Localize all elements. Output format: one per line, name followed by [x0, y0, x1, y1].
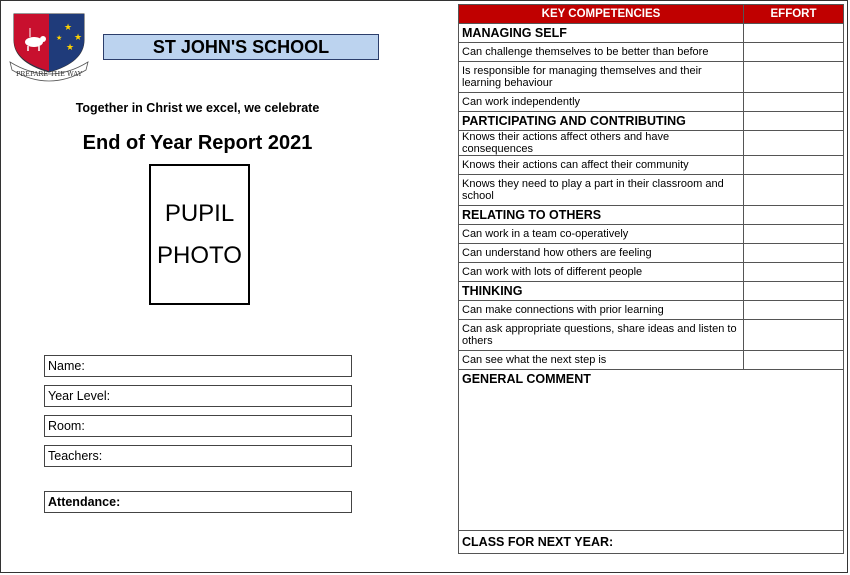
competency-label: Knows they need to play a part in their classroom and school — [459, 175, 744, 206]
general-comment-row — [459, 370, 844, 531]
key-competencies-table — [458, 4, 844, 554]
header-key-competencies: KEY COMPETENCIES — [459, 5, 744, 24]
room-field[interactable]: Room: — [44, 415, 352, 437]
pupil-photo-placeholder — [149, 164, 250, 305]
effort-cell[interactable] — [744, 131, 844, 156]
effort-cell[interactable] — [744, 244, 844, 263]
competency-row — [459, 131, 844, 156]
effort-cell[interactable] — [744, 351, 844, 370]
competency-label: Can see what the next step is — [459, 351, 744, 370]
effort-cell[interactable] — [744, 93, 844, 112]
school-tagline: Together in Christ we excel, we celebrate — [75, 101, 320, 115]
effort-cell — [744, 206, 844, 225]
competency-label: Can challenge themselves to be better than before — [459, 43, 744, 62]
competency-row — [459, 156, 844, 175]
section-row — [459, 112, 844, 131]
competency-label: Can ask appropriate questions, share ideas and listen to others — [459, 320, 744, 351]
school-crest-logo — [8, 10, 90, 82]
competency-row — [459, 43, 844, 62]
class-next-year-field[interactable]: CLASS FOR NEXT YEAR: — [459, 531, 844, 554]
competency-row — [459, 93, 844, 112]
svg-text:★: ★ — [56, 34, 63, 42]
school-name-title: ST JOHN'S SCHOOL — [103, 34, 379, 60]
effort-cell[interactable] — [744, 320, 844, 351]
svg-text:★: ★ — [74, 33, 83, 43]
photo-label-line1: PUPIL — [164, 199, 235, 227]
competency-label: Can work in a team co-operatively — [459, 225, 744, 244]
effort-cell[interactable] — [744, 175, 844, 206]
crest-motto-text: PREPARE THE WAY — [15, 70, 83, 78]
competency-row — [459, 263, 844, 282]
competency-label: Knows their actions can affect their community — [459, 156, 744, 175]
attendance-field[interactable]: Attendance: — [44, 491, 352, 513]
report-title: End of Year Report 2021 — [82, 132, 313, 154]
general-comment-box[interactable]: GENERAL COMMENT — [459, 370, 844, 531]
name-field[interactable]: Name: — [44, 355, 352, 377]
svg-text:★: ★ — [64, 23, 73, 33]
competency-row — [459, 351, 844, 370]
competency-row — [459, 225, 844, 244]
effort-cell[interactable] — [744, 301, 844, 320]
section-title: PARTICIPATING AND CONTRIBUTING — [459, 112, 744, 131]
class-next-year-row — [459, 531, 844, 554]
competency-label: Can work independently — [459, 93, 744, 112]
effort-cell[interactable] — [744, 43, 844, 62]
competency-row — [459, 244, 844, 263]
header-effort: EFFORT — [744, 5, 844, 24]
effort-cell — [744, 112, 844, 131]
effort-cell[interactable] — [744, 263, 844, 282]
competency-row — [459, 320, 844, 351]
teachers-field[interactable]: Teachers: — [44, 445, 352, 467]
photo-label-line2: PHOTO — [157, 241, 242, 269]
table-header-row — [459, 5, 844, 24]
section-row — [459, 282, 844, 301]
competency-row — [459, 301, 844, 320]
section-row — [459, 206, 844, 225]
competency-label: Can understand how others are feeling — [459, 244, 744, 263]
competency-row — [459, 175, 844, 206]
section-title: THINKING — [459, 282, 744, 301]
effort-cell — [744, 24, 844, 43]
effort-cell[interactable] — [744, 156, 844, 175]
competency-label: Is responsible for managing themselves and their learning behaviour — [459, 62, 744, 93]
competency-row — [459, 62, 844, 93]
effort-cell — [744, 282, 844, 301]
section-title: MANAGING SELF — [459, 24, 744, 43]
competency-label: Knows their actions affect others and have consequences — [459, 131, 744, 156]
section-title: RELATING TO OTHERS — [459, 206, 744, 225]
year-level-field[interactable]: Year Level: — [44, 385, 352, 407]
competency-label: Can make connections with prior learning — [459, 301, 744, 320]
section-row — [459, 24, 844, 43]
competency-label: Can work with lots of different people — [459, 263, 744, 282]
svg-text:★: ★ — [66, 43, 75, 53]
effort-cell[interactable] — [744, 62, 844, 93]
effort-cell[interactable] — [744, 225, 844, 244]
